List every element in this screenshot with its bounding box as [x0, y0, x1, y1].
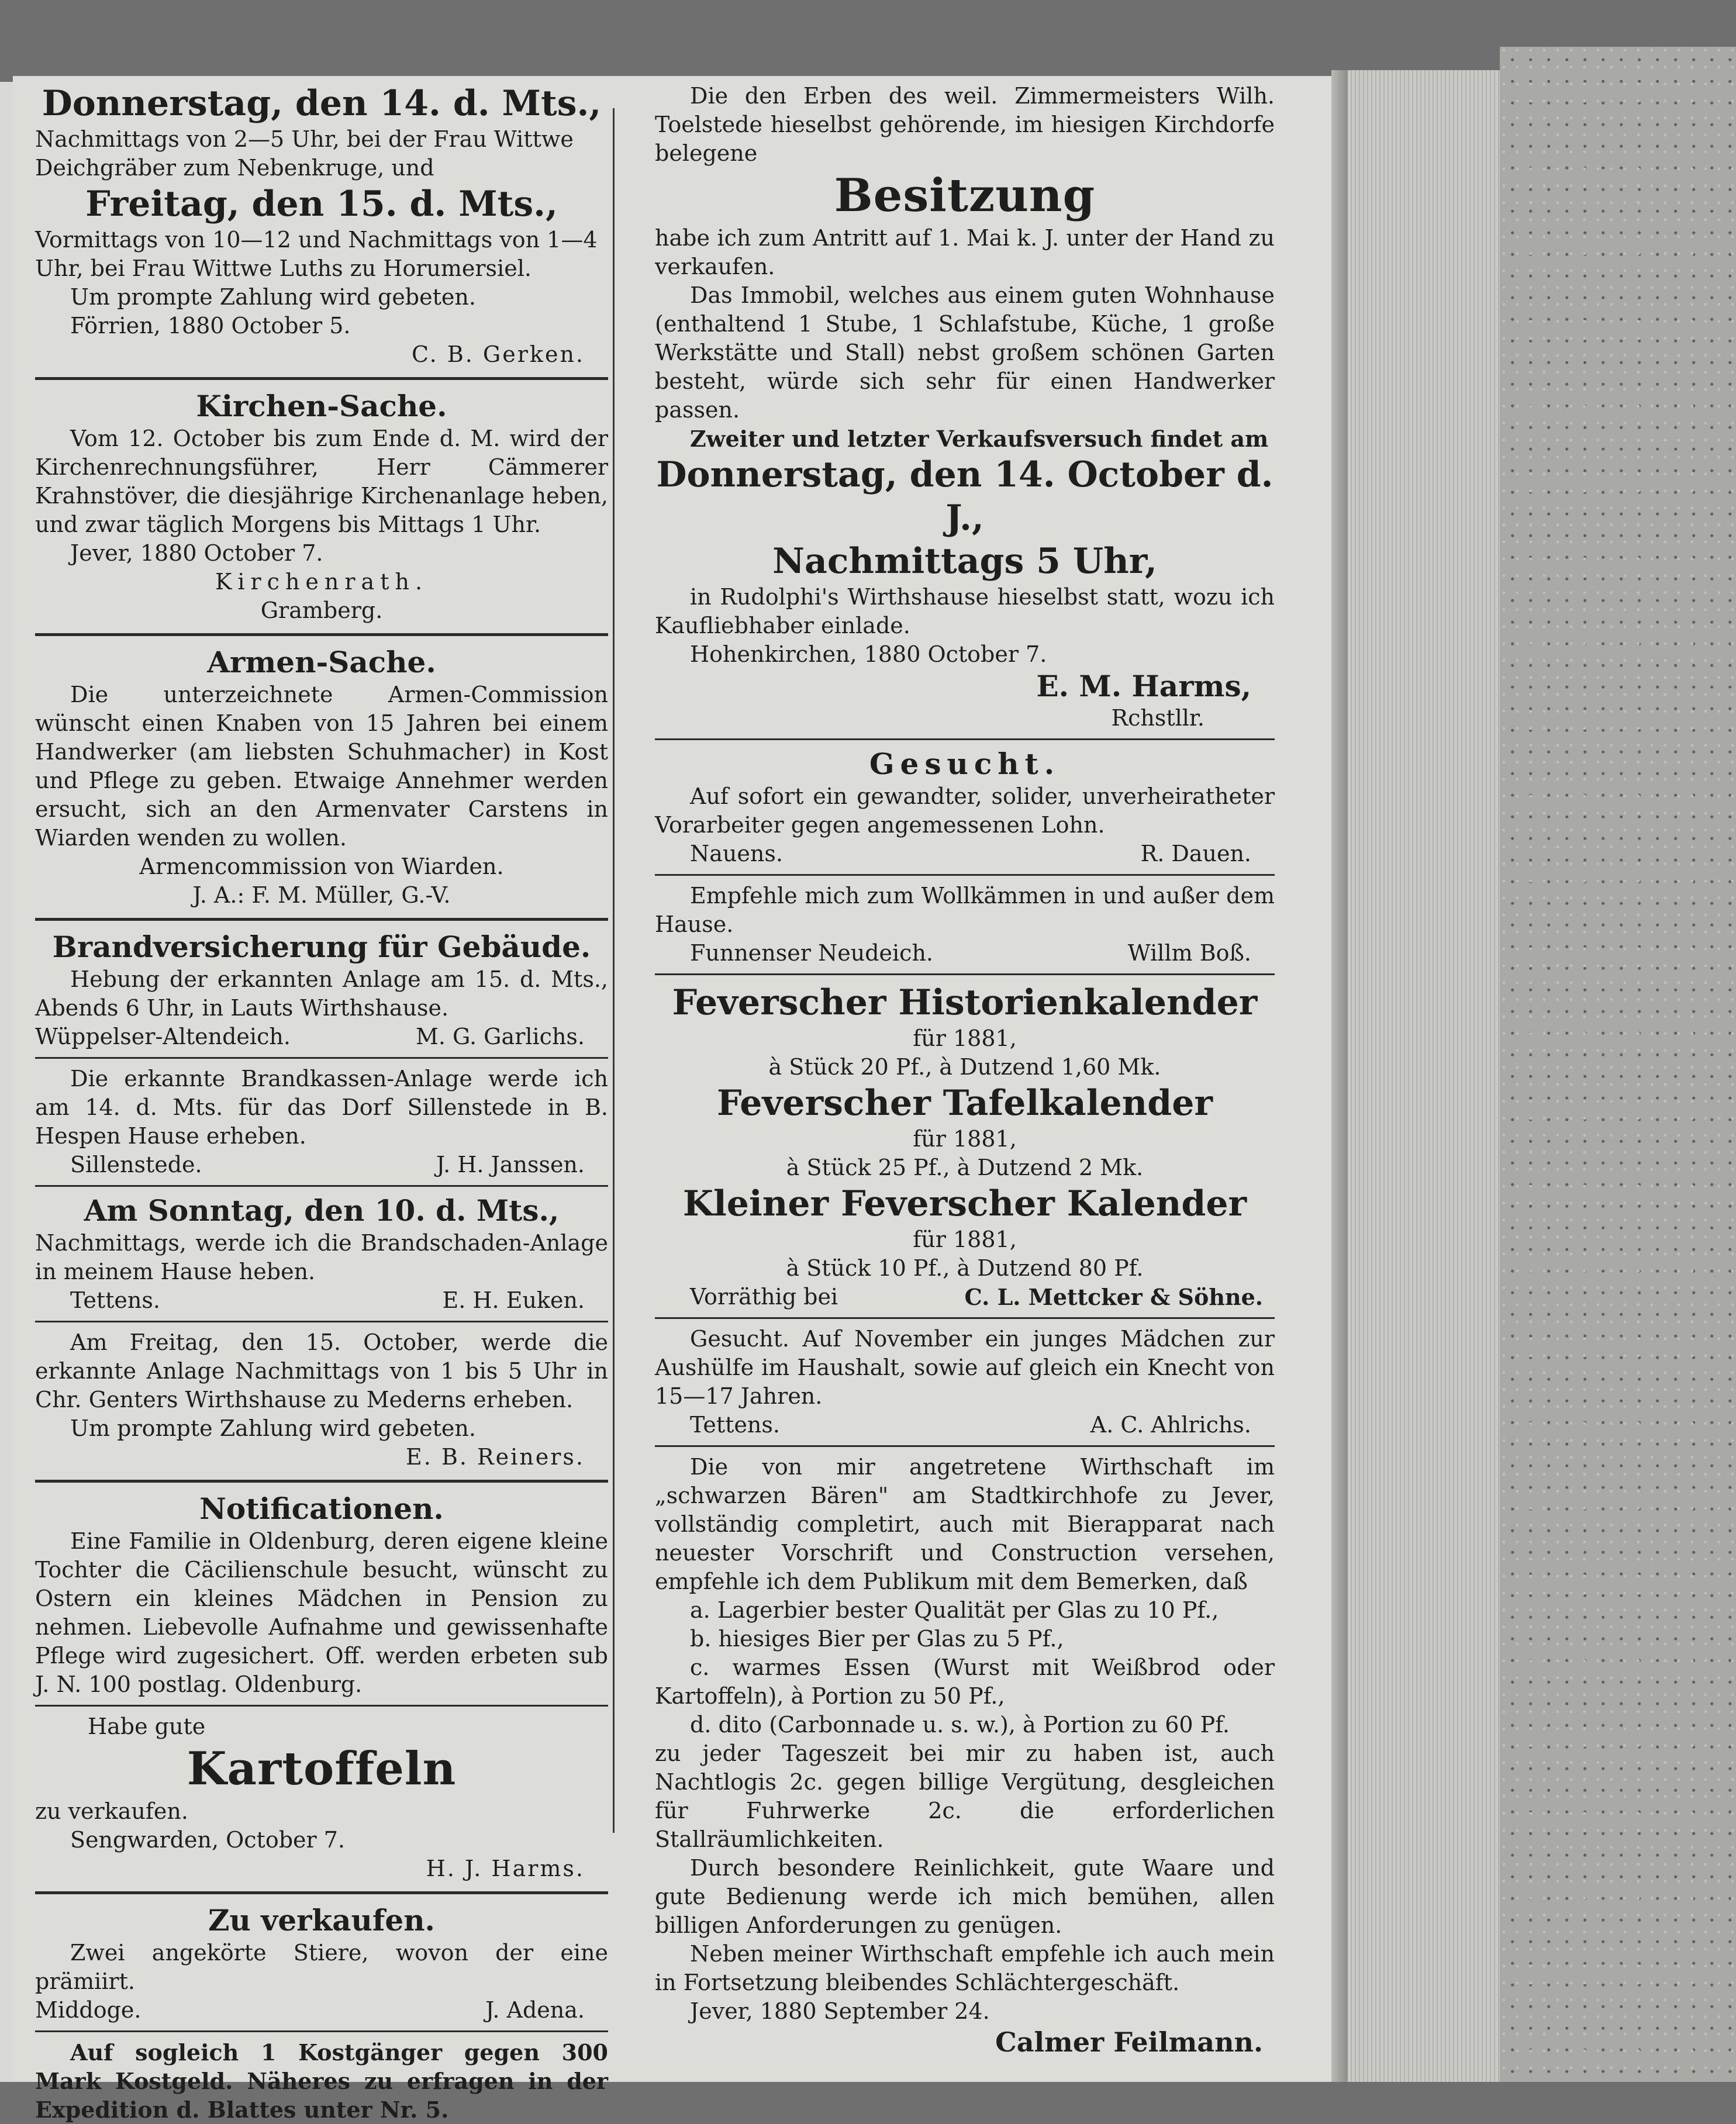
right-column	[655, 82, 1275, 2059]
kalender-title-3: Kleiner Feverscher Kalender	[682, 1183, 1247, 1224]
armen-signer2: J. A.: F. M. Müller, G.-V.	[192, 882, 451, 908]
besitzung-title: Besitzung	[834, 169, 1096, 222]
besitzung-text4: in Rudolphi's Wirthshause hieselbst statt, wozu ich Kaufliebhaber einlade.	[655, 584, 1275, 638]
kalender-price-1: à Stück 20 Pf., à Dutzend 1,60 Mk.	[768, 1054, 1161, 1080]
wirthschaft-text4: Neben meiner Wirthschaft empfehle ich auch mein in Fortsetzung bleibendes Schlächtergeschäft.	[655, 1941, 1275, 1995]
besitzung-place: Hohenkirchen, 1880 October 7.	[690, 641, 1047, 667]
sonntag-text: Nachmittags, werde ich die Brandschaden-Anlage in meinem Hause heben.	[35, 1230, 608, 1284]
besitzung-text3: Zweiter und letzter Verkaufsversuch findet am	[690, 426, 1269, 452]
notif-notice	[35, 1491, 608, 1699]
wirthschaft-text2: zu jeder Tageszeit bei mir zu haben ist, auch Nachtlogis 2c. gegen billige Vergütung, desgleichen für Fuhrwerke 2c. die erforderlichen Stallräumlichkeiten.	[655, 1740, 1275, 1852]
armen-text: Die unterzeichnete Armen-Commission wünscht einen Knaben von 15 Jahren bei einem Handwerker (am liebsten Schuhmacher) in Kost und Pflege zu geben. Etwaige Annehmer werden ersucht, sich an den Armenvater Carstens in Wiarden wenden zu wollen.	[35, 682, 608, 851]
column-divider	[613, 108, 615, 1833]
kartoffeln-post: zu verkaufen.	[35, 1798, 188, 1824]
verkaufen-text: Zwei angekörte Stiere, wovon der eine prämiirt.	[35, 1940, 608, 1994]
verkaufen-place: Middoge.	[35, 1997, 141, 2023]
brand2-signer: J. H. Janssen.	[436, 1152, 585, 1177]
freitag-text2: Um prompte Zahlung wird gebeten.	[70, 1415, 476, 1441]
kirchen-title: Kirchen-Sache.	[196, 389, 447, 423]
kalender-price-2: à Stück 25 Pf., à Dutzend 2 Mk.	[786, 1155, 1144, 1180]
sonntag-sign-row	[35, 1286, 608, 1315]
section-rule	[35, 633, 608, 636]
wirthschaft-item-d: d. dito (Carbonnade u. s. w.), à Portion zu 60 Pf.	[690, 1712, 1230, 1738]
wirthschaft-text1: Die von mir angetretene Wirthschaft im „schwarzen Bären" am Stadtkirchhofe zu Jever, vollständig completirt, auch mit Bierapparat nach neuester Vorschrift und Construction versehen, empfehle ich dem Publikum mit dem Bemerken, daß	[655, 1454, 1275, 1594]
auction-text-line: Uhr, bei Frau Wittwe Luths zu Horumersiel.	[35, 255, 532, 281]
wirthschaft-item-a: a. Lagerbier bester Qualität per Glas zu 10 Pf.,	[690, 1597, 1219, 1623]
gesucht-signer: R. Dauen.	[1140, 841, 1251, 866]
wirthschaft-notice	[655, 1453, 1275, 2059]
wollkaemmen-sign-row	[655, 939, 1275, 968]
sonntag-notice	[35, 1193, 608, 1315]
section-rule	[35, 2030, 608, 2032]
auction-text-line: Nachmittags von 2—5 Uhr, bei der Frau Wittwe	[35, 126, 574, 152]
verkaufen-notice	[35, 1902, 608, 2025]
page-gutter-shadow	[1331, 70, 1348, 2082]
verkaufen-title: Zu verkaufen.	[208, 1903, 435, 1937]
section-rule	[655, 973, 1275, 975]
besitzung-time: Nachmittags 5 Uhr,	[772, 541, 1157, 582]
brand-place: Wüppelser-Altendeich.	[35, 1024, 291, 1049]
besitzung-signer: E. M. Harms,	[1036, 669, 1251, 703]
kirchen-signer2: Gramberg.	[260, 598, 383, 623]
section-rule	[35, 1185, 608, 1187]
wollkaemmen-signer: Willm Boß.	[1127, 940, 1251, 966]
auction-text-line: Vormittags von 10—12 und Nachmittags von 1—4	[35, 227, 598, 253]
maedchen-text: Gesucht. Auf November ein junges Mädchen zur Aushülfe im Haushalt, sowie auf gleich ein Knecht von 15—17 Jahren.	[655, 1326, 1275, 1409]
armen-notice	[35, 644, 608, 910]
freitag-notice	[35, 1328, 608, 1472]
brand-text: Hebung der erkannten Anlage am 15. d. Mts., Abends 6 Uhr, in Lauts Wirthshause.	[35, 966, 608, 1021]
section-rule	[35, 1891, 608, 1894]
verkaufen-sign-row	[35, 1996, 608, 2025]
kalender-year-3: für 1881,	[913, 1227, 1017, 1252]
gesucht-title: Gesucht.	[869, 747, 1061, 781]
besitzung-intro: Die den Erben des weil. Zimmermeisters Wilh. Toelstede hieselbst gehörende, im hiesigen Kirchdorfe belegene	[655, 83, 1275, 166]
book-cover-edge	[1500, 47, 1736, 2082]
brand2-place: Sillenstede.	[70, 1152, 202, 1177]
besitzung-text2: Das Immobil, welches aus einem guten Wohnhause (enthaltend 1 Stube, 1 Schlafstube, Küche, 1 große Werkstätte und Stall) nebst großem schönen Garten besteht, würde sich sehr für einen Handwerker passen.	[655, 282, 1275, 423]
sonntag-title: Am Sonntag, den 10. d. Mts.,	[84, 1193, 560, 1228]
kartoffeln-pre: Habe gute	[88, 1714, 206, 1739]
kirchen-place: Jever, 1880 October 7.	[70, 540, 323, 566]
section-rule	[655, 1445, 1275, 1447]
kalender-firm: C. L. Mettcker & Söhne.	[964, 1284, 1263, 1310]
brand2-notice	[35, 1065, 608, 1179]
kartoffeln-place: Sengwarden, October 7.	[70, 1827, 346, 1853]
section-rule	[655, 1317, 1275, 1319]
kalender-notice	[655, 981, 1275, 1311]
wirthschaft-signer: Calmer Feilmann.	[995, 2026, 1263, 2058]
section-rule	[35, 1321, 608, 1322]
auction-place: Förrien, 1880 October 5.	[70, 313, 351, 339]
wirthschaft-text3: Durch besondere Reinlichkeit, gute Waare und gute Bedienung werde ich mich bemühen, allen billigen Anforderungen zu genügen.	[655, 1855, 1275, 1938]
kalender-price-3: à Stück 10 Pf., à Dutzend 80 Pf.	[786, 1255, 1144, 1281]
besitzung-date: Donnerstag, den 14. October d. J.,	[656, 454, 1273, 538]
brand-sign-row	[35, 1023, 608, 1051]
wollkaemmen-text: Empfehle mich zum Wollkämmen in und außer dem Hause.	[655, 883, 1275, 937]
section-rule	[35, 1705, 608, 1707]
section-rule	[35, 1057, 608, 1059]
section-rule	[35, 918, 608, 921]
brand-title: Brandversicherung für Gebäude.	[52, 930, 591, 964]
besitzung-text1: habe ich zum Antritt auf 1. Mai k. J. unter der Hand zu verkaufen.	[655, 225, 1275, 279]
gesucht-sign-row	[655, 840, 1275, 868]
left-column	[35, 82, 608, 2124]
book-page-block	[1348, 70, 1500, 2082]
besitzung-signer2: Rchstllr.	[1111, 705, 1204, 731]
kartoffeln-signer: H. J. Harms.	[426, 1856, 585, 1881]
section-rule	[655, 874, 1275, 876]
wirthschaft-item-b: b. hiesiges Bier per Glas zu 5 Pf.,	[690, 1626, 1064, 1652]
kalender-sign-row	[655, 1283, 1275, 1311]
wirthschaft-item-c: c. warmes Essen (Wurst mit Weißbrod oder Kartoffeln), à Portion zu 50 Pf.,	[655, 1655, 1275, 1709]
sonntag-place: Tettens.	[70, 1287, 160, 1313]
maedchen-notice	[655, 1325, 1275, 1439]
gesucht-place: Nauens.	[690, 841, 783, 866]
sonntag-signer: E. H. Euken.	[442, 1287, 585, 1313]
auction-date-1: Donnerstag, den 14. d. Mts.,	[42, 83, 602, 124]
besitzung-notice	[655, 82, 1275, 733]
brand-signer: M. G. Garlichs.	[415, 1024, 585, 1049]
kost-notice	[35, 2038, 608, 2124]
auction-text-line: Um prompte Zahlung wird gebeten.	[70, 284, 476, 310]
wollkaemmen-place: Funnenser Neudeich.	[690, 940, 933, 966]
auction-notice	[35, 82, 608, 369]
brand-notice	[35, 929, 608, 1051]
auction-date-2: Freitag, den 15. d. Mts.,	[85, 184, 558, 225]
kartoffeln-notice	[35, 1712, 608, 1883]
section-rule	[655, 738, 1275, 740]
wirthschaft-place: Jever, 1880 September 24.	[690, 1998, 990, 2024]
wollkaemmen-notice	[655, 882, 1275, 968]
gesucht-notice	[655, 746, 1275, 868]
verkaufen-signer: J. Adena.	[485, 1997, 585, 2023]
kalender-title-2: Feverscher Tafelkalender	[716, 1083, 1213, 1124]
freitag-signer: E. B. Reiners.	[406, 1444, 585, 1470]
section-rule	[35, 1480, 608, 1483]
notif-text: Eine Familie in Oldenburg, deren eigene kleine Tochter die Cäcilienschule besucht, wünscht zu Ostern ein kleines Mädchen in Pension zu nehmen. Liebevolle Aufnahme und gewissenhafte Pflege wird zugesichert. Off. werden erbeten sub J. N. 100 postlag. Oldenburg.	[35, 1528, 608, 1697]
brand2-sign-row	[35, 1151, 608, 1179]
gesucht-text: Auf sofort ein gewandter, solider, unverheiratheter Vorarbeiter gegen angemessenen Lohn.	[655, 783, 1275, 838]
kartoffeln-title: Kartoffeln	[187, 1742, 457, 1795]
freitag-text: Am Freitag, den 15. October, werde die erkannte Anlage Nachmittags von 1 bis 5 Uhr in Chr. Genters Wirthshause zu Mederns erheben.	[35, 1329, 608, 1412]
section-rule	[35, 377, 608, 380]
kirchen-notice	[35, 388, 608, 625]
kalender-stock: Vorräthig bei	[690, 1284, 838, 1310]
kirchen-text: Vom 12. October bis zum Ende d. M. wird der Kirchenrechnungsführer, Herr Cämmerer Krahnstöver, die diesjährige Kirchenanlage heben, und zwar täglich Morgens bis Mittags 1 Uhr.	[35, 426, 608, 537]
brand2-text: Die erkannte Brandkassen-Anlage werde ich am 14. d. Mts. für das Dorf Sillenstede in B. Hespen Hause erheben.	[35, 1066, 608, 1149]
auction-text-line: Deichgräber zum Nebenkruge, und	[35, 155, 434, 181]
kalender-year-2: für 1881,	[913, 1126, 1017, 1152]
maedchen-signer: A. C. Ahlrichs.	[1090, 1412, 1251, 1438]
kirchen-signer: Kirchenrath.	[215, 569, 429, 595]
kost-text: Auf sogleich 1 Kostgänger gegen 300 Mark Kostgeld. Näheres zu erfragen in der Expedition d. Blattes unter Nr. 5.	[35, 2039, 608, 2123]
previous-page-edge	[0, 82, 13, 2082]
auction-signer: C. B. Gerken.	[411, 341, 585, 367]
notif-title: Notificationen.	[199, 1491, 444, 1526]
armen-title: Armen-Sache.	[207, 645, 436, 679]
armen-signer: Armencommission von Wiarden.	[139, 854, 504, 879]
kalender-title-1: Feverscher Historienkalender	[672, 982, 1258, 1023]
kalender-year-1: für 1881,	[913, 1025, 1017, 1051]
maedchen-sign-row	[655, 1411, 1275, 1439]
maedchen-place: Tettens.	[690, 1412, 780, 1438]
